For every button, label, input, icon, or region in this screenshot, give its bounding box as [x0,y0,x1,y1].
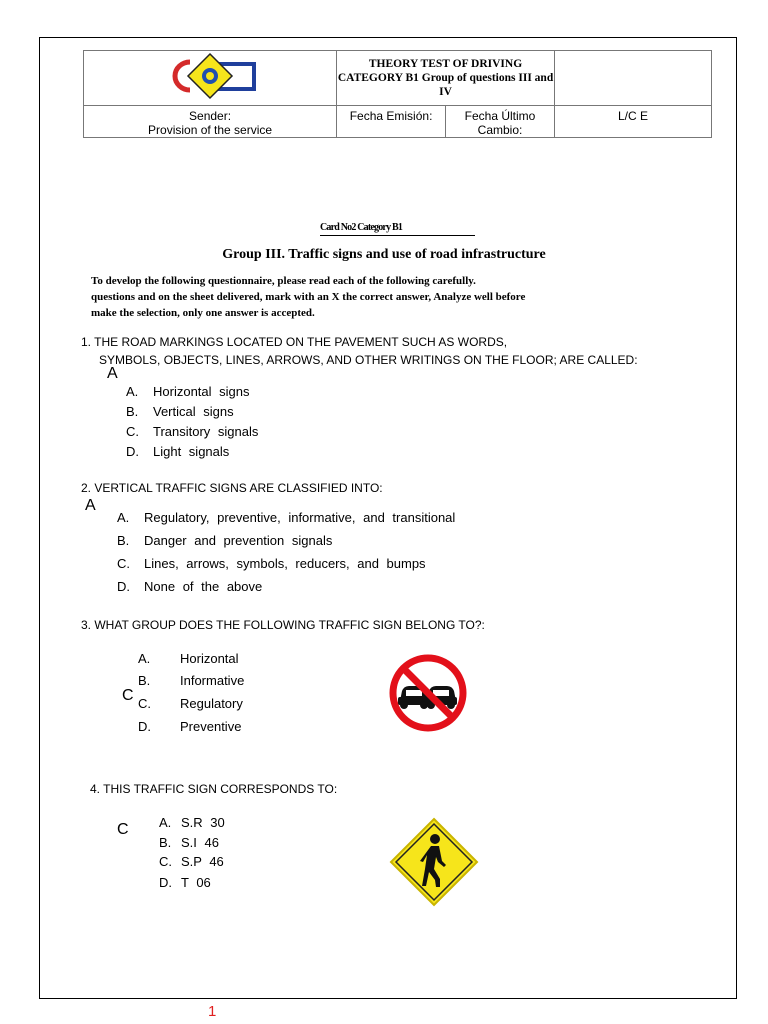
q2-option-b[interactable] [117,533,332,548]
option-text: S.R 30 [181,815,225,830]
instructions-line: questions and on the sheet delivered, mark with an X the correct answer, Analyze well before [91,291,526,303]
option-letter: D. [126,444,139,459]
option-text: None of the above [144,579,263,594]
instructions-line: make the selection, only one answer is accepted. [91,307,315,319]
question-4-answer: C [117,821,129,838]
option-letter: B. [117,533,130,548]
option-text: Regulatory, preventive, informative, and transitional [144,510,456,525]
q3-option-d[interactable] [138,719,241,734]
instructions [91,273,611,321]
q4-option-d[interactable] [159,875,211,890]
option-letter: D. [117,579,130,594]
option-text: Regulatory [180,696,243,711]
option-text: Informative [180,673,245,688]
sender-value: Provision of the service [148,123,273,137]
header-title [337,51,555,106]
question-2-answer: A [85,497,96,514]
option-text: Horizontal signs [153,384,250,399]
question-2-line1: 2. VERTICAL TRAFFIC SIGNS ARE CLASSIFIED INTO: [81,481,383,495]
question-1-line1: 1. THE ROAD MARKINGS LOCATED ON THE PAVEMENT SUCH AS WORDS, [81,335,508,349]
q2-option-d[interactable] [117,579,262,594]
q3-option-a[interactable] [138,651,239,666]
question-4-line1: 4. THIS TRAFFIC SIGN CORRESPONDS TO: [90,782,338,796]
card-number: Card No2 Category B1 [320,222,475,236]
option-text: S.P 46 [181,854,224,869]
option-letter: B. [159,835,172,850]
option-letter: A. [159,815,172,830]
lce-cell: L/C E [554,106,711,138]
question-3-line1: 3. WHAT GROUP DOES THE FOLLOWING TRAFFIC SIGN BELONG TO?: [81,618,485,632]
option-letter: B. [126,404,139,419]
option-text: T 06 [181,875,211,890]
question-1-line2: SYMBOLS, OBJECTS, LINES, ARROWS, AND OTHER WRITINGS ON THE FLOOR; ARE CALLED: [99,353,638,367]
option-text: Light signals [153,444,230,459]
pedestrian-crossing-sign-icon [387,817,481,907]
option-letter: A. [126,384,139,399]
instructions-line: To develop the following questionnaire, please read each of the following carefully. [91,275,476,287]
option-text: Vertical signs [153,404,234,419]
question-3-answer: C [122,687,134,704]
fecha-emision: Fecha Emisión: [337,106,446,138]
q1-option-c[interactable] [126,424,258,439]
no-overtaking-sign-icon [387,653,469,733]
option-letter: C. [159,854,172,869]
q1-option-d[interactable] [126,444,229,459]
group-title: Group III. Traffic signs and use of road infrastructure [222,247,546,262]
q2-option-c[interactable] [117,556,426,571]
option-letter: B. [138,673,151,688]
option-letter: C. [117,556,130,571]
header-table [83,50,712,138]
page-number: 1 [208,1003,217,1020]
option-text: Lines, arrows, symbols, reducers, and bumps [144,556,426,571]
q4-option-b[interactable] [159,835,219,850]
option-text: Transitory signals [153,424,259,439]
option-letter: D. [159,875,172,890]
q4-option-c[interactable] [159,854,224,869]
q1-option-a[interactable] [126,384,250,399]
option-letter: A. [117,510,130,525]
option-letter: C. [126,424,139,439]
q4-option-a[interactable] [159,815,225,830]
option-letter: D. [138,719,151,734]
q1-option-b[interactable] [126,404,234,419]
q3-option-b[interactable] [138,673,244,688]
question-1-answer: A [107,365,118,382]
company-logo-icon [160,52,260,100]
option-letter: A. [138,651,151,666]
fecha-ultimo-cambio: Fecha Último Cambio: [446,106,555,138]
option-text: Horizontal [180,651,239,666]
header-blank-cell [554,51,711,106]
header-title-line2: CATEGORY B1 Group of questions III and IV [337,72,554,98]
sender-label: Sender: [189,109,232,123]
option-letter: C. [138,696,151,711]
header-title-line1: THEORY TEST OF DRIVING [368,58,523,70]
q2-option-a[interactable] [117,510,455,525]
sender-cell [84,106,337,138]
q3-option-c[interactable] [138,696,243,711]
option-text: S.I 46 [181,835,219,850]
option-text: Preventive [180,719,242,734]
option-text: Danger and prevention signals [144,533,333,548]
logo-cell [84,51,337,106]
